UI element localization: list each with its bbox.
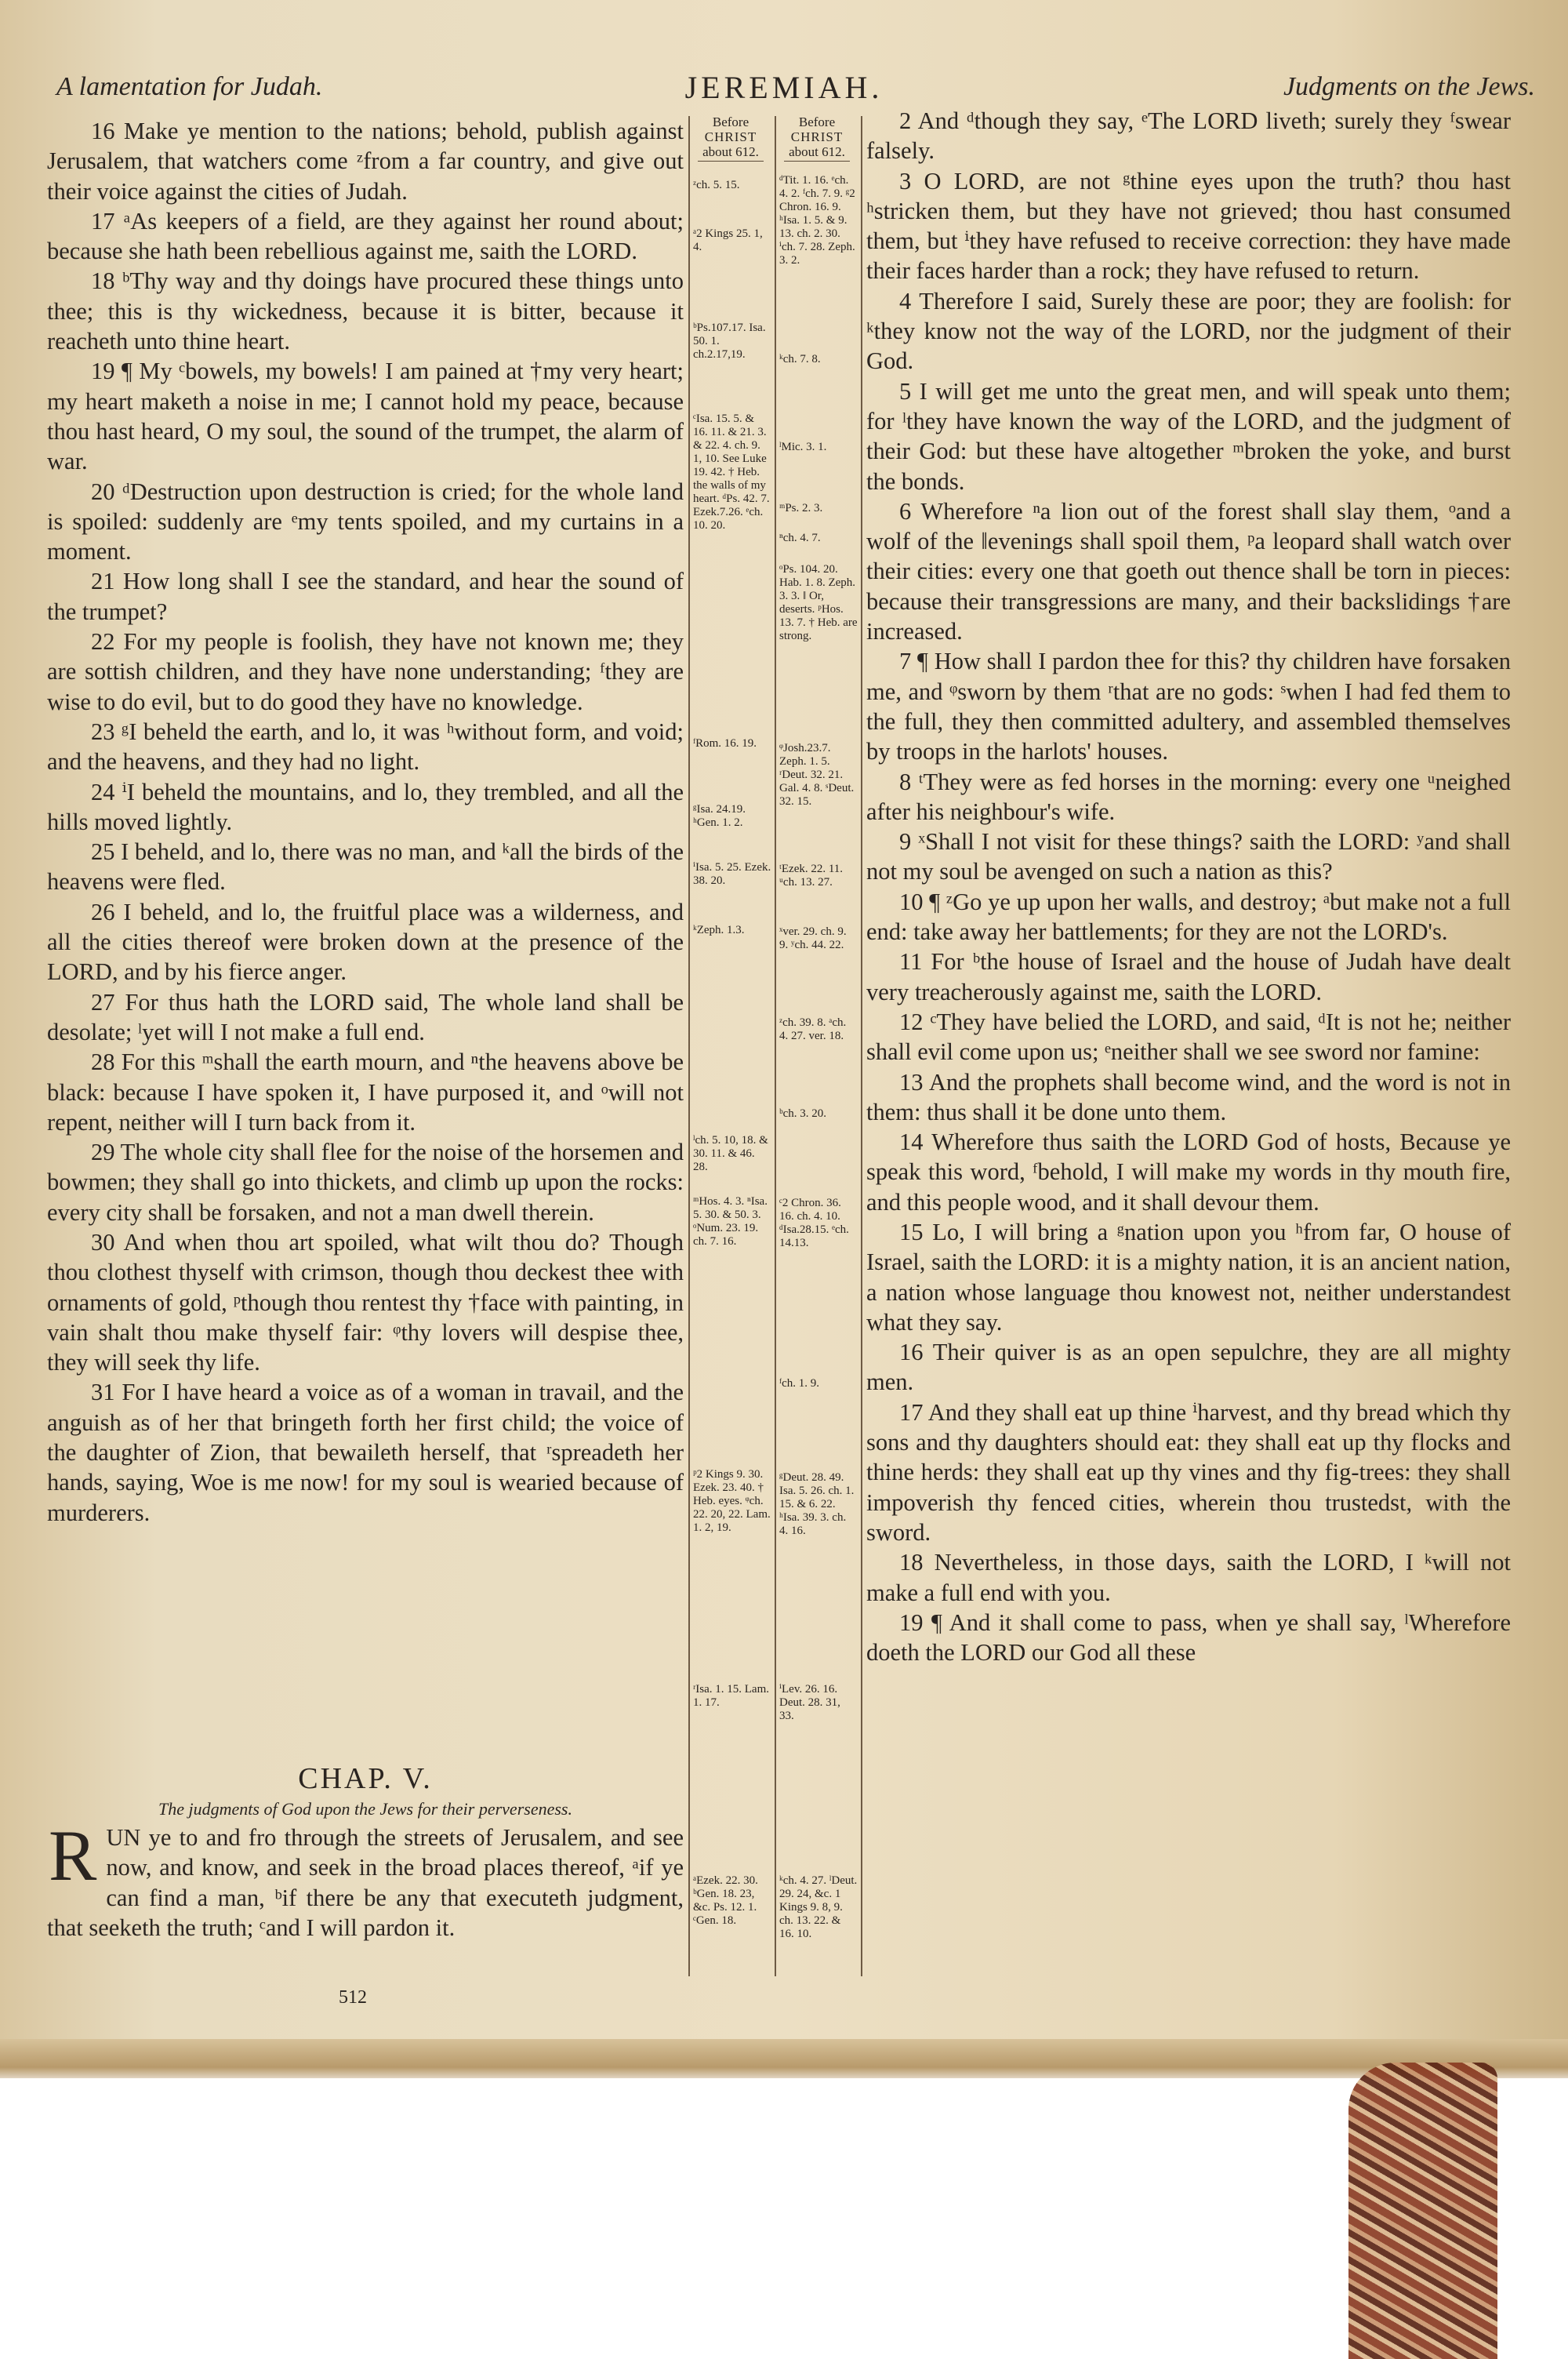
margin-reference: ᵇPs.107.17. Isa. 50. 1. ch.2.17,19. [693, 322, 766, 361]
margin-reference: ᵏch. 4. 27. ˡDeut. 29. 24, &c. 1 Kings 9. 8, 9. ch. 13. 22. & 16. 10. [779, 1874, 858, 1940]
margin-heading-line2: CHRIST [704, 129, 757, 144]
verse: 15 Lo, I will bring a ᵍnation upon you ʰfrom far, O house of Israel, saith the LORD: it is a mighty nation, it is an ancient nation, a nation whose language thou knowest not, neither understandest what they say. [866, 1218, 1511, 1336]
verse: 13 And the prophets shall become wind, and the word is not in them: thus shall it be done unto them. [866, 1068, 1511, 1125]
margin-reference: ᵖ2 Kings 9. 30. Ezek. 23. 40. † Heb. eyes. ᵠch. 22. 20, 22. Lam. 1. 2, 19. [693, 1468, 771, 1534]
verse: 12 ᶜThey have belied the LORD, and said, ᵈIt is not he; neither shall evil come upon us; ᵉneither shall we see sword nor famine: [866, 1008, 1511, 1066]
margin-heading-line1: Before [798, 114, 836, 129]
margin-reference: ᶠch. 1. 9. [779, 1377, 820, 1390]
margin-reference: ᵏZeph. 1.3. [693, 924, 745, 936]
verse: 18 ᵇThy way and thy doings have procured these things unto thee; this is thy wickedness, because it is bitter, because it reacheth unto thine heart. [47, 267, 684, 355]
verse: 17 ᵃAs keepers of a field, are they against her round about; because she hath been rebellious against me, saith the LORD. [47, 207, 684, 265]
margin-reference: ᵍDeut. 28. 49. Isa. 5. 26. ch. 1. 15. & 6. 22. ʰIsa. 39. 3. ch. 4. 16. [779, 1471, 855, 1537]
verse: 17 And they shall eat up thine ⁱharvest, and thy bread which thy sons and thy daughters should eat: they shall eat up thy flocks and thine herds: they shall eat up thy vines and thy fig-trees: they shall impoverish thy fenced cities, wherein thou trustedst, with the sword. [866, 1398, 1511, 1546]
verse: 2 And ᵈthough they say, ᵉThe LORD liveth; surely they ᶠswear falsely. [866, 107, 1511, 165]
margin-reference: ᶻch. 39. 8. ᵃch. 4. 27. ver. 18. [779, 1016, 847, 1042]
page-number: 512 [339, 1987, 367, 2008]
margin-heading-line3: about 612. [702, 144, 759, 159]
margin-reference: ˡMic. 3. 1. [779, 441, 827, 453]
margin-reference: ʳIsa. 1. 15. Lam. 1. 17. [693, 1683, 769, 1709]
verse: 24 ⁱI beheld the mountains, and lo, they trembled, and all the hills moved lightly. [47, 778, 684, 835]
margin-reference: ᵃ2 Kings 25. 1, 4. [693, 227, 763, 253]
page-bottom-edge [0, 2039, 1568, 2078]
verse: UN ye to and fro through the streets of Jerusalem, and see now, and know, and seek in the broad places thereof, ᵃif ye can find a man, ᵇif there be any that executeth judgment, that seeketh the truth; ᶜand I will pardon it. [47, 1824, 684, 1941]
verse: 16 Make ye mention to the nations; behold, publish against Jerusalem, that watchers come ᶻfrom a far country, and give out their voice against the cities of Judah. [47, 118, 684, 205]
margin-heading-line2: CHRIST [790, 129, 844, 144]
drop-cap: R [49, 1816, 97, 1896]
chapter-5-verse-1 [47, 1816, 684, 1943]
verse: 26 I beheld, and lo, the fruitful place was a wilderness, and all the cities thereof were broken down at the presence of the LORD, and by his fierce anger. [47, 898, 684, 986]
margin-reference: ᵃEzek. 22. 30. ᵇGen. 18. 23, &c. Ps. 12. 1. ᶜGen. 18. [693, 1874, 758, 1927]
verse: 30 And when thou art spoiled, what wilt thou do? Though thou clothest thyself with crimson, though thou deckest thee with ornaments of gold, ᵖthough thou rentest thy †face with painting, in vain shalt thou make thyself fair: ᵠthy lovers will despise thee, they will seek thy life. [47, 1228, 684, 1376]
margin-reference: ᵈTit. 1. 16. ᵉch. 4. 2. ᶠch. 7. 9. ᵍ2 Chron. 16. 9. ʰIsa. 1. 5. & 9. 13. ch. 2. 30. ⁱch. 7. 28. Zeph. 3. 2. [779, 174, 855, 267]
margin-reference: ⁿch. 4. 7. [779, 532, 821, 544]
margin-reference: ᵗEzek. 22. 11. ᵘch. 13. 27. [779, 863, 844, 889]
verse: 7 ¶ How shall I pardon thee for this? thy children have forsaken me, and ᵠsworn by them ʳthat are no gods: ˢwhen I had fed them to the full, they then committed adultery, and assembled themselves by troops in the harlots' houses. [866, 648, 1511, 765]
right-text-column [866, 106, 1511, 1667]
margin-reference: ᵒPs. 104. 20. Hab. 1. 8. Zeph. 3. 3. ‖ Or, deserts. ᵖHos. 13. 7. † Heb. are strong. [779, 563, 858, 642]
verse: 19 ¶ And it shall come to pass, when ye shall say, ˡWherefore doeth the LORD our God all these [866, 1608, 1511, 1667]
margin-reference: ᵍIsa. 24.19. ʰGen. 1. 2. [693, 803, 746, 829]
verse: 18 Nevertheless, in those days, saith the LORD, I ᵏwill not make a full end with you. [866, 1549, 1511, 1606]
margin-reference: ᵇch. 3. 20. [779, 1107, 827, 1120]
margin-reference: ᶜ2 Chron. 36. 16. ch. 4. 10. ᵈIsa.28.15. ᵉch. 14.13. [779, 1197, 849, 1249]
margin-reference: ˣver. 29. ch. 9. 9. ʸch. 44. 22. [779, 925, 847, 951]
margin-reference: ˡch. 5. 10, 18. & 30. 11. & 46. 28. [693, 1134, 768, 1173]
margin-reference: ⁱIsa. 5. 25. Ezek. 38. 20. [693, 861, 771, 887]
margin-heading-right [779, 114, 855, 162]
running-head-left: A lamentation for Judah. [56, 72, 323, 101]
verse: 19 ¶ My ᶜbowels, my bowels! I am pained at †my very heart; my heart maketh a noise in me; I cannot hold my peace, because thou hast heard, O my soul, the sound of the trumpet, the alarm of war. [47, 358, 684, 475]
verse: 29 The whole city shall flee for the noise of the horsemen and bowmen; they shall go into thickets, and climb up upon the rocks: every city shall be forsaken, and not a man dwell therein. [47, 1139, 684, 1226]
column-rule-left [688, 116, 690, 1976]
verse: 14 Wherefore thus saith the LORD God of hosts, Because ye speak this word, ᶠbehold, I will make my words in thy mouth fire, and this people wood, and it shall devour them. [866, 1129, 1511, 1216]
verse: 4 Therefore I said, Surely these are poor; they are foolish: for ᵏthey know not the way of the LORD, nor the judgment of their God. [866, 287, 1511, 375]
running-head-right: Judgments on the Jews. [1283, 72, 1535, 101]
verse: 27 For thus hath the LORD said, The whole land shall be desolate; ˡyet will I not make a full end. [47, 988, 684, 1045]
margin-heading-line3: about 612. [789, 144, 845, 159]
verse: 28 For this ᵐshall the earth mourn, and ⁿthe heavens above be black: because I have spoken it, I have purposed it, and ᵒwill not repent, neither will I turn back from it. [47, 1049, 684, 1136]
verse: 5 I will get me unto the great men, and will speak unto them; for ˡthey have known the way of the LORD, and the judgment of their God: but these have altogether ᵐbroken the yoke, and burst the bonds. [866, 377, 1511, 495]
verse: 23 ᵍI beheld the earth, and lo, it was ʰwithout form, and void; and the heavens, and they had no light. [47, 718, 684, 776]
margin-heading-line1: Before [712, 114, 750, 129]
bookmark-ribbon [1348, 2063, 1497, 2359]
margin-reference: ᵐHos. 4. 3. ⁿIsa. 5. 30. & 50. 3. ᵒNum. 23. 19. ch. 7. 16. [693, 1195, 768, 1248]
margin-reference: ᶻch. 5. 15. [693, 179, 740, 191]
verse: 9 ˣShall I not visit for these things? saith the LORD: ʸand shall not my soul be avenged on such a nation as this? [866, 828, 1511, 885]
verse: 6 Wherefore ⁿa lion out of the forest shall slay them, ᵒand a wolf of the ‖evenings shall spoil them, ᵖa leopard shall watch over their cities: every one that goeth out thence shall be torn in pieces: because their transgressions are many, and their backslidings †are increased. [866, 497, 1511, 645]
verse: 3 O LORD, are not ᵍthine eyes upon the truth? thou hast ʰstricken them, but they have not grieved; thou hast consumed them, but ⁱthey have refused to receive correction: they have made their faces harder than a rock; they have refused to return. [866, 167, 1511, 285]
margin-reference: ᶠRom. 16. 19. [693, 737, 757, 750]
column-rule-center [775, 116, 776, 1976]
verse: 25 I beheld, and lo, there was no man, and ᵏall the birds of the heavens were fled. [47, 838, 684, 896]
verse: 11 For ᵇthe house of Israel and the house of Judah have dealt very treacherously against me, saith the LORD. [866, 948, 1511, 1005]
chapter-heading: CHAP. V. [298, 1762, 433, 1795]
book-title: JEREMIAH. [684, 70, 884, 105]
verse: 21 How long shall I see the standard, and hear the sound of the trumpet? [47, 568, 684, 625]
margin-reference: ᶜIsa. 15. 5. & 16. 11. & 21. 3. & 22. 4. ch. 9. 1, 10. See Luke 19. 42. † Heb. the walls of my heart. ᵈPs. 42. 7. Ezek.7.26. ᵉch. 10. 20. [693, 413, 770, 532]
left-text-column [47, 116, 684, 1528]
margin-heading-left [693, 114, 768, 162]
margin-reference: ᵠJosh.23.7. Zeph. 1. 5. ʳDeut. 32. 21. Gal. 4. 8. ˢDeut. 32. 15. [779, 742, 855, 808]
margin-reference: ⁱLev. 26. 16. Deut. 28. 31, 33. [779, 1683, 840, 1722]
margin-reference: ᵐPs. 2. 3. [779, 502, 823, 514]
verse: 31 For I have heard a voice as of a woman in travail, and the anguish as of her that bringeth forth her first child; the voice of the daughter of Zion, that bewaileth herself, that ʳspreadeth her hands, saying, Woe is me now! for my soul is wearied because of murderers. [47, 1379, 684, 1526]
verse: 16 Their quiver is as an open sepulchre, they are all mighty men. [866, 1339, 1511, 1396]
verse: 10 ¶ ᶻGo ye up upon her walls, and destroy; ᵃbut make not a full end: take away her battlements; for they are not the LORD's. [866, 888, 1511, 946]
verse: 20 ᵈDestruction upon destruction is cried; for the whole land is spoiled: suddenly are ᵉmy tents spoiled, and my curtains in a moment. [47, 478, 684, 565]
verse: 22 For my people is foolish, they have not known me; they are sottish children, and they have none understanding; ᶠthey are wise to do evil, but to do good they have no knowledge. [47, 628, 684, 715]
verse: 8 ᵗThey were as fed horses in the morning: every one ᵘneighed after his neighbour's wife. [866, 768, 1511, 825]
column-rule-right [861, 116, 862, 1976]
margin-reference: ᵏch. 7. 8. [779, 353, 821, 365]
chapter-summary: The judgments of God upon the Jews for their perverseness. [158, 1799, 572, 1819]
